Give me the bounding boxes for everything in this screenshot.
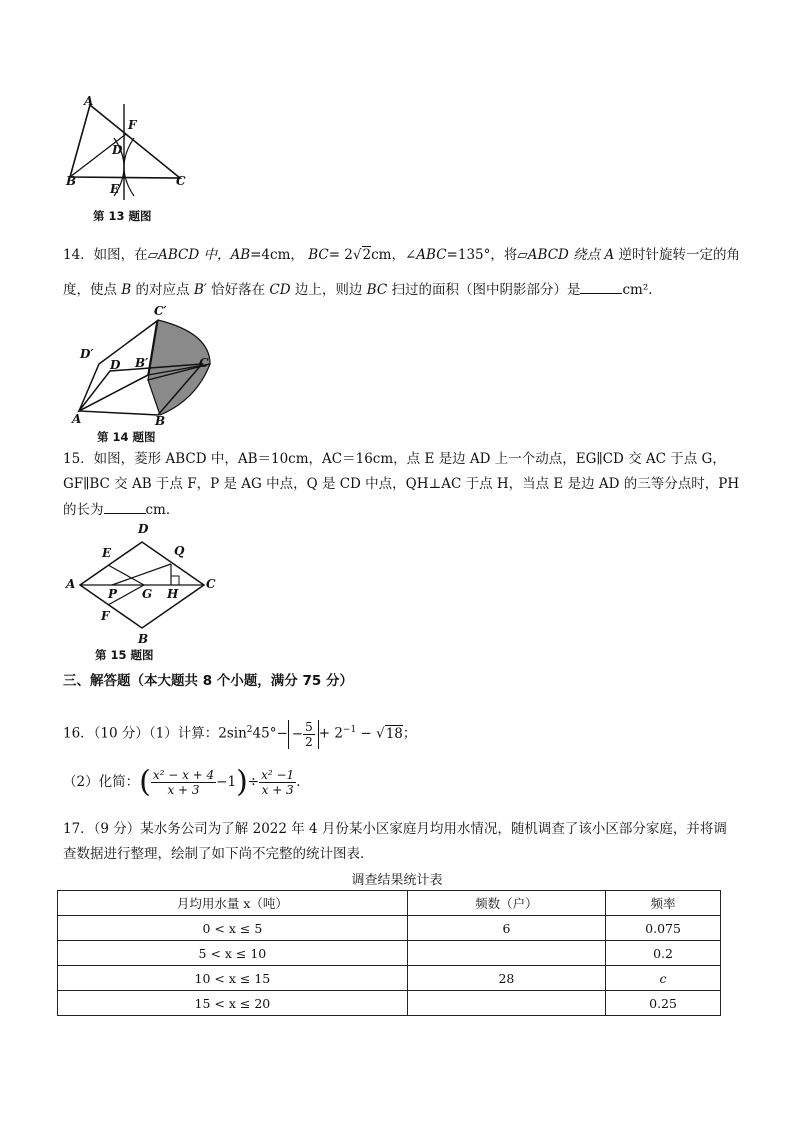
table-cell: 28 (407, 966, 605, 991)
table-row (58, 991, 721, 1016)
fig15-label-Q: Q (174, 544, 185, 558)
table-cell: 0.25 (606, 991, 721, 1016)
table-row (58, 916, 721, 941)
table-row (58, 941, 721, 966)
fig15-label-G: G (142, 587, 153, 601)
fig15-label-C: C (206, 577, 216, 591)
fig14-label-Bp: B′ (135, 356, 149, 370)
fig13-label-E: E (110, 182, 120, 196)
q15-line-2: GF∥BC 交 AB 于点 F，P 是 AG 中点，Q 是 CD 中点，QH⊥AC 于点 H，当点 E 是边 AD 的三等分点时，PH (63, 476, 740, 492)
table-cell (407, 941, 605, 966)
table-header-row (58, 891, 721, 916)
q15-line-1: 15．如图，菱形 ABCD 中，AB＝10cm，AC＝16cm，点 E 是边 AD 上一个动点，EG∥CD 交 AC 于点 G， (63, 451, 726, 467)
fig14-label-A: A (72, 412, 82, 426)
fig15-label-E: E (102, 546, 112, 560)
fig13-label-F: F (128, 118, 137, 132)
section-heading: 三、解答题（本大题共 8 个小题，满分 75 分） (63, 673, 353, 689)
statistics-table (57, 890, 721, 1016)
table-cell: 15 < x ≤ 20 (58, 991, 408, 1016)
q17-line-2: 查数据进行整理，绘制了如下尚不完整的统计图表． (63, 846, 374, 862)
fig14-label-Cp: C′ (154, 304, 167, 318)
q14-line-1: 14．如图，在▱ABCD 中，AB=4cm， BC= 2√2cm，∠ABC=135°，将▱ABCD 绕点 A 逆时针旋转一定的角 (63, 247, 740, 263)
fig15-label-F: F (101, 609, 110, 623)
fig13-label-D: D (112, 143, 123, 157)
fig13-label-C: C (176, 174, 186, 188)
fig14-label-B: B (155, 414, 166, 428)
fig14-caption: 第 14 题图 (97, 430, 156, 444)
fig15-label-B: B (138, 632, 149, 646)
q15-answer-blank (104, 499, 146, 514)
q16-part1: 16．（10 分）（1）计算：$2\sin^245^\circ-$ − $\frac{5}{2}$ + $2^{-1} - √18$； (63, 719, 417, 749)
fig15-label-H: H (167, 587, 179, 601)
fig14-label-D: D (110, 358, 121, 372)
table-cell: 0 < x ≤ 5 (58, 916, 408, 941)
q14-answer-blank (580, 279, 622, 294)
fig13-caption: 第 13 题图 (93, 209, 152, 223)
table-cell: 10 < x ≤ 15 (58, 966, 408, 991)
table-cell: 6 (407, 916, 605, 941)
fig15-label-P: P (108, 587, 118, 601)
table-cell: 5 < x ≤ 10 (58, 941, 408, 966)
table-row (58, 966, 721, 991)
fig15-label-D: D (138, 522, 149, 536)
fig14-label-Dp: D′ (80, 347, 94, 361)
parallelogram-symbol: ▱ (147, 247, 159, 263)
fig15-caption: 第 15 题图 (95, 648, 154, 662)
fig14-label-C: C (199, 356, 209, 370)
table-header: 月均用水量 x（吨） (58, 891, 408, 916)
table-header: 频率 (606, 891, 721, 916)
table-cell (407, 991, 605, 1016)
table-cell: c (606, 966, 721, 991)
table-cell: 0.2 (606, 941, 721, 966)
q17-line-1: 17．（9 分）某水务公司为了解 2022 年 4 月份某小区家庭月均用水情况，随机调查了该小区部分家庭，并将调 (63, 821, 727, 837)
fig13-label-B: B (66, 174, 77, 188)
fig15-label-A: A (66, 577, 76, 591)
table-cell: 0.075 (606, 916, 721, 941)
figure-15 (62, 520, 222, 645)
table-caption: 调查结果统计表 (351, 873, 443, 888)
fig13-label-A: A (84, 94, 94, 108)
q14-line-2: 度，使点 B 的对应点 B′ 恰好落在 CD 边上，则边 BC 扫过的面积（图中阴影部分）是 cm²． (63, 279, 662, 300)
q15-line-3: 的长为 cm． (63, 499, 179, 520)
q16-part2: （2）化简：( $\frac{\text{x² − x + 4}}{x + 3}$ −1)÷ $\frac{\text{x² −1}}{x + 3}$ ． (63, 764, 310, 800)
table-header: 频数（户） (407, 891, 605, 916)
